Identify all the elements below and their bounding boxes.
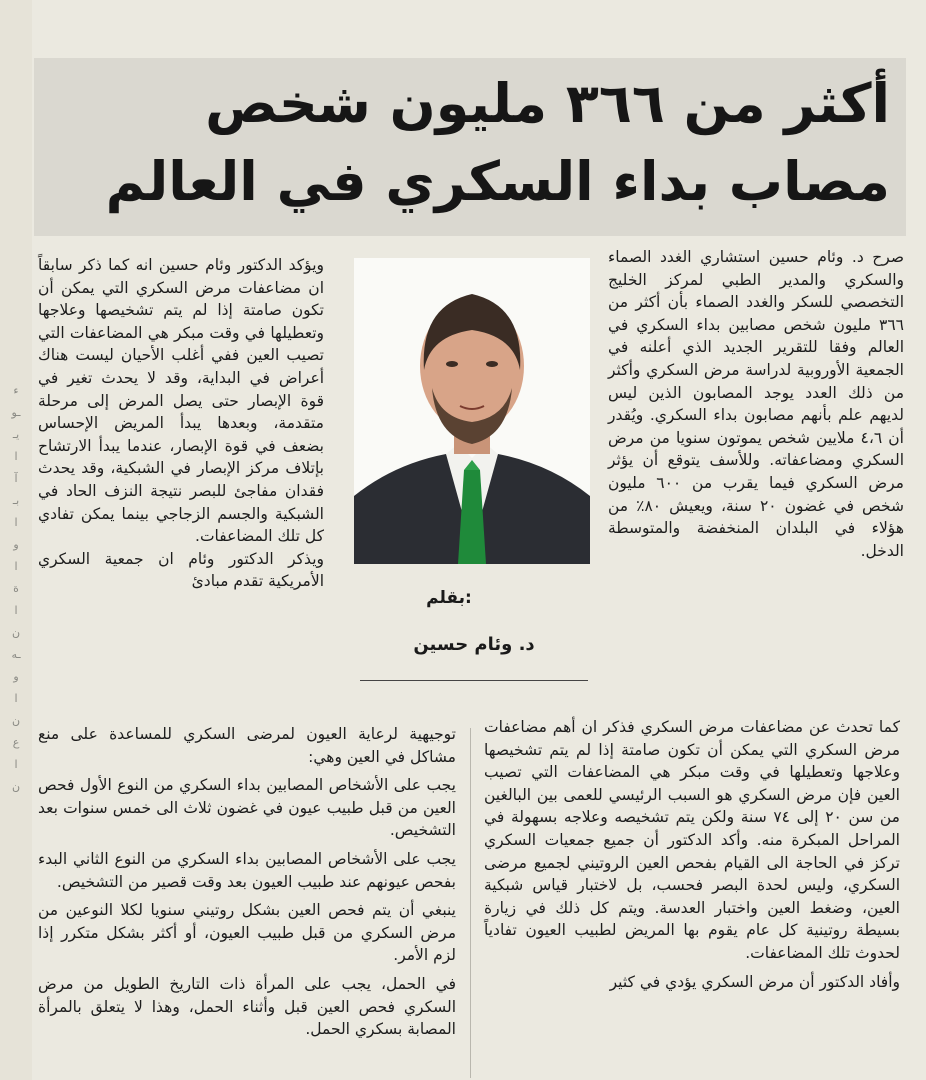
page-edge <box>0 0 32 1080</box>
paragraph: توجيهية لرعاية العيون لمرضى السكري للمساعدة على منع مشاكل في العين وهي: <box>38 725 456 766</box>
paragraph: وأفاد الدكتور أن مرض السكري يؤدي في كثير <box>609 972 900 991</box>
author-name: د. وئام حسين <box>413 634 535 655</box>
paragraph: ويؤكد الدكتور وئام حسين انه كما ذكر سابقاً ان مضاعفات مرض السكري التي يمكن أن تكون صامتة إذا لم يتم تشخيصها وعلاجها وتعطيلها في وقت مبكر هي المضاعفات التي تصيب العين ففي أغلب الأحيان ليست هناك أعراض في البداية، وقد لا يحدث تغير في قوة الإبصار حتى يصل المرض إلى مرحلة متقدمة، وبعدها يبدأ المريض الإحساس بضعف في قوة الإبصار، عندما يبدأ الارتشاح بإتلاف مركز الإبصار في الشبكية، وقد يحدث فقدان مفاجئ للبصر نتيجة النزف الحاد في الشبكية والجسم الزجاجي بينما يمكن تفادي كل تلك المضاعفات. <box>38 256 324 546</box>
headline-line-2: مصاب بداء السكري في العالم <box>105 150 890 213</box>
article-column-right <box>608 246 904 562</box>
headline-line-1: أكثر من ٣٦٦ مليون شخص <box>205 72 890 135</box>
paragraph: يجب على الأشخاص المصابين بداء السكري من النوع الثاني البدء بفحص عيونهم عند طبيب العيون بعد وقت قصير من التشخيص. <box>38 849 456 891</box>
article-column-bottom-left <box>38 723 456 1041</box>
byline-label: بقلم: <box>426 588 472 608</box>
column-divider <box>470 728 471 1078</box>
paragraph: صرح د. وئام حسين استشاري الغدد الصماء والسكري والمدير الطبي لمركز الخليج التخصصي للسكر والغدد الصماء بأن أكثر من ٣٦٦ مليون شخص مصابين بداء السكري في العالم وفقا للتقرير الجديد الذي أعلنه في الجمعية الأوروبية لدراسة مرض السكري وأكثر من ذلك العدد يوجد المصابون الذين ليس لديهم علم بأنهم مصابون بداء السكري. ويُقدر أن ٤،٦ ملايين شخص يموتون سنويا من مرض السكري ومضاعفاته. وللأسف يتوقع أن يؤثر مرض السكري فيما يقرب من ٦٠٠ مليون شخص في غضون ٢٠ سنة، ويعيش ٨٠٪ من هؤلاء في البلدان المنخفضة والمتوسطة الدخل. <box>608 248 905 560</box>
article-column-bottom-right <box>484 716 900 993</box>
paragraph: يجب على الأشخاص المصابين بداء السكري من النوع الأول فحص العين من قبل طبيب عيون في غضون ثلاث الى خمس سنوات بعد التشخيص. <box>38 776 456 840</box>
byline-divider <box>360 680 588 681</box>
article-column-left <box>38 254 324 593</box>
author-portrait-image <box>354 258 590 564</box>
author-photo <box>354 258 590 564</box>
edge-marks: ء ـو يـ ا آ بـ ا و ا ة ا ن ـه و ا ن ع ا ن <box>11 384 21 793</box>
paragraph: كما تحدث عن مضاعفات مرض السكري فذكر ان أهم مضاعفات مرض السكري التي يمكن أن تكون صامتة إذا لم يتم تشخيصها وعلاجها وتعطيلها في وقت مبكر هي المضاعفات التي تصيب العين فإن مرض السكري هو السبب الرئيسي للعمى بين البالغين من سن ٢٠ إلى ٧٤ سنة ولكن يتم تشخيصه وعلاجه بسهولة في المراحل المبكرة منه. وأكد الدكتور أن جميع جمعيات السكري تركز في الحاجة الى القيام بفحص العين الروتيني لجميع مرضى السكري، وليس لحدة البصر فحسب، بل لاختبار قياس شبكية العين، وضغط العين واختبار العدسة. ويتم كل ذلك في زيارة بسيطة روتينية كل عام يقوم بها المريض لطبيب العيون تفادياً لحدوث تلك المضاعفات. <box>484 718 900 962</box>
paragraph: في الحمل، يجب على المرأة ذات التاريخ الطويل من مرض السكري فحص العين قبل وأثناء الحمل، وهذا لا يتعلق بالمرأة المصابة بسكري الحمل. <box>38 974 456 1039</box>
paragraph: ينبغي أن يتم فحص العين بشكل روتيني سنويا لكلا النوعين من مرض السكري من قبل طبيب العيون، أو أكثر بشكل متكرر إذا لزم الأمر. <box>38 901 456 965</box>
paragraph: ويذكر الدكتور وئام ان جمعية السكري الأمريكية تقدم مبادئ <box>38 549 324 591</box>
